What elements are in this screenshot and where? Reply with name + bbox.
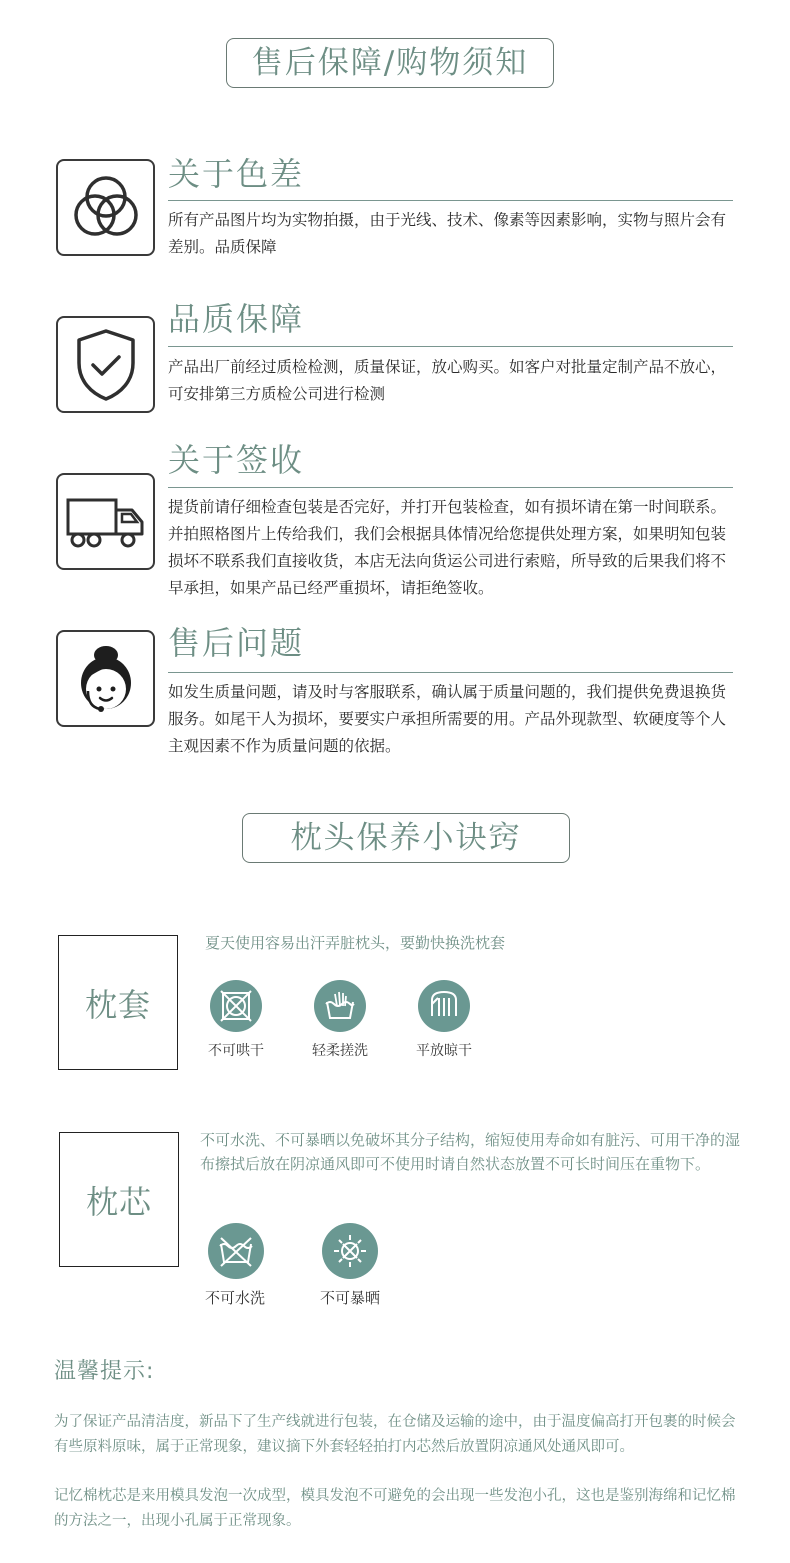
dry-flat-icon <box>418 980 470 1032</box>
info-color-difference <box>56 155 736 269</box>
care-icon-label: 平放晾干 <box>416 1043 472 1059</box>
section-text: 如发生质量问题，请及时与客服联系，确认属于质量问题的，我们提供免费退换货服务。如尾干人为损坏，要要实户承担所需要的用。产品外现款型、软硬度等个人主观因素不作为质量问题的依据。 <box>168 683 727 755</box>
section-heading: 售后问题 <box>168 624 305 662</box>
section-heading: 关于色差 <box>168 155 305 193</box>
divider <box>168 346 733 347</box>
divider <box>168 200 733 201</box>
info-receipt <box>56 441 736 613</box>
care-label-pillowcase: 枕套 <box>58 935 178 1070</box>
section-heading: 关于签收 <box>168 441 305 479</box>
no-sun-icon <box>322 1223 378 1279</box>
info-quality-assurance <box>56 300 736 426</box>
care-desc-pillowcase: 夏天使用容易出汗弄脏枕头，要勤快换洗枕套 <box>205 934 506 952</box>
no-wash-icon <box>208 1223 264 1279</box>
section-text: 产品出厂前经过质检检测，质量保证，放心购买。如客户对批量定制产品不放心，可安排第三方质检公司进行检测 <box>168 358 727 403</box>
care-icon-label: 不可暴晒 <box>319 1289 380 1307</box>
tips-paragraph-1: 为了保证产品清洁度，新品下了生产线就进行包装，在仓储及运输的途中，由于温度偏高打开包裹的时候会有些原料原味，属于正常现象，建议摘下外套轻轻拍打内芯然后放置阴凉通风处通风即可。 <box>54 1414 736 1455</box>
care-label-pillow-core: 枕芯 <box>59 1132 179 1267</box>
no-tumble-dry-icon <box>210 980 262 1032</box>
section-title-pillow-care: 枕头保养小诀窍 <box>242 813 570 863</box>
care-desc-pillow-core: 不可水洗、不可暴晒以免破坏其分子结构，缩短使用寿命如有脏污、可用干净的湿布擦拭后放在阴凉通风即可不使用时请自然状态放置不可长时间压在重物下。 <box>200 1131 741 1173</box>
care-icon-label: 不可水洗 <box>204 1289 265 1307</box>
tips-paragraph-2: 记忆棉枕芯是来用模具发泡一次成型，模具发泡不可避免的会出现一些发泡小孔，这也是鉴别海绵和记忆棉的方法之一，出现小孔属于正常现象。 <box>54 1488 736 1529</box>
divider <box>168 487 733 488</box>
care-icon-label: 轻柔搓洗 <box>312 1043 368 1059</box>
customer-service-icon <box>56 630 155 727</box>
color-circles-icon <box>56 159 155 256</box>
shield-check-icon <box>56 316 155 413</box>
care-icon-label: 不可哄干 <box>208 1043 264 1059</box>
divider <box>168 672 733 673</box>
truck-icon <box>56 473 155 570</box>
section-heading: 品质保障 <box>168 300 305 338</box>
tips-title: 温馨提示: <box>54 1359 155 1384</box>
hand-wash-icon <box>314 980 366 1032</box>
section-text: 所有产品图片均为实物拍摄，由于光线、技术、像素等因素影响，实物与照片会有差别。品质保障 <box>168 211 727 256</box>
info-after-sales-issues <box>56 624 736 770</box>
section-title-after-sales: 售后保障/购物须知 <box>226 38 554 88</box>
section-text: 提货前请仔细检查包装是否完好，并打开包装检查，如有损坏请在第一时间联系。并拍照格图片上传给我们，我们会根据具体情况给您提供处理方案，如果明知包装损坏不联系我们直接收货，本店无法向货运公司进行索赔，所导致的后果我们将不早承担，如果产品已经严重损坏，请拒绝签收。 <box>168 498 727 597</box>
